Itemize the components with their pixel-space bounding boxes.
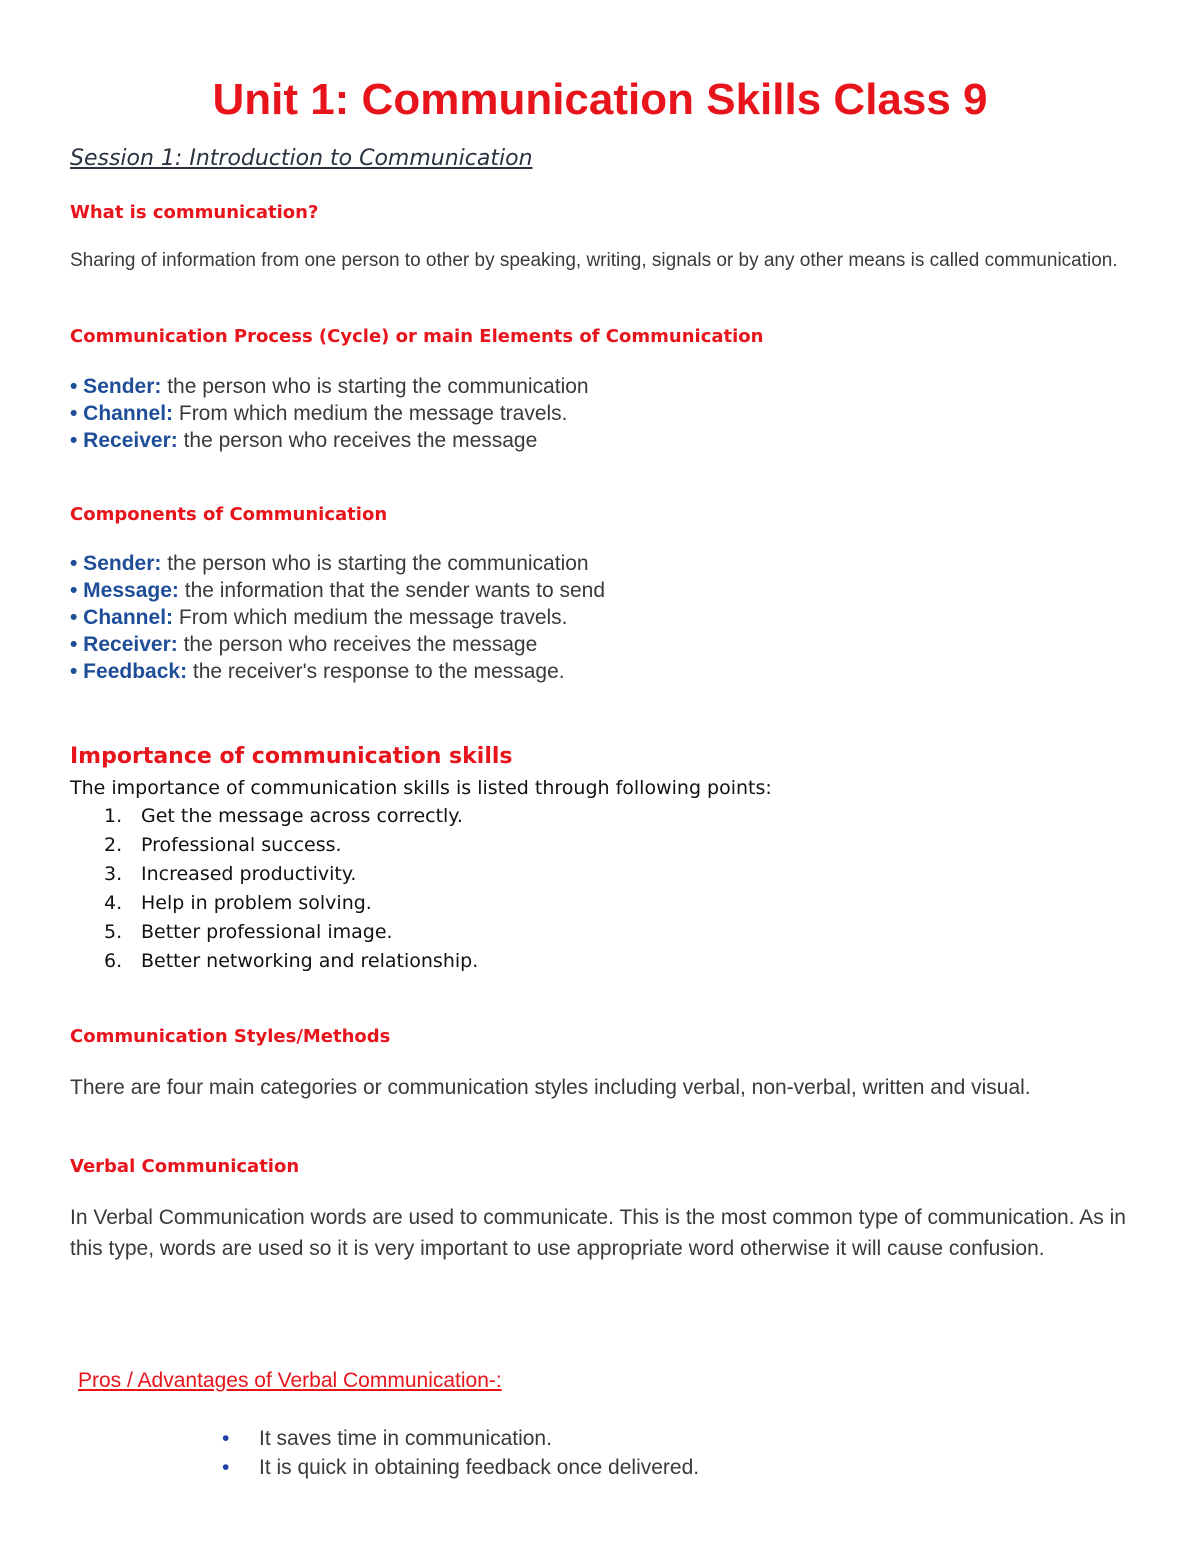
list-item: • Channel: From which medium the message travels. — [70, 402, 568, 425]
list-item: • Channel: From which medium the message travels. — [70, 606, 568, 629]
styles-text: There are four main categories or communication styles including verbal, non-verbal, written and visual. — [70, 1076, 1031, 1099]
pros-heading: Pros / Advantages of Verbal Communication-: — [78, 1369, 502, 1392]
list-item: • Feedback: the receiver's response to the message. — [70, 660, 565, 683]
bullet-icon: • — [222, 1427, 230, 1450]
list-item: • Message: the information that the sender wants to send — [70, 579, 605, 602]
importance-intro: The importance of communication skills is listed through following points: — [70, 777, 772, 799]
styles-heading: Communication Styles/Methods — [70, 1026, 391, 1047]
list-item: 6. Better networking and relationship. — [104, 950, 479, 972]
list-item: • Receiver: the person who receives the message — [70, 429, 538, 452]
list-item: 5. Better professional image. — [104, 921, 393, 943]
list-item: • It saves time in communication. — [222, 1424, 699, 1453]
list-item: • Sender: the person who is starting the communication — [70, 552, 589, 575]
list-item: • Sender: the person who is starting the communication — [70, 375, 589, 398]
list-item: 2. Professional success. — [104, 834, 342, 856]
components-heading: Components of Communication — [70, 504, 388, 525]
list-item: • It is quick in obtaining feedback once delivered. — [222, 1453, 699, 1482]
verbal-heading: Verbal Communication — [70, 1156, 300, 1177]
what-is-heading: What is communication? — [70, 202, 319, 223]
list-item: 4. Help in problem solving. — [104, 892, 372, 914]
what-is-text: Sharing of information from one person to other by speaking, writing, signals or by any other means is called communication. — [70, 250, 1118, 271]
page-title: Unit 1: Communication Skills Class 9 — [212, 75, 988, 124]
process-heading: Communication Process (Cycle) or main Elements of Communication — [70, 326, 764, 347]
importance-list — [104, 802, 478, 976]
pros-list — [222, 1424, 699, 1482]
bullet-icon: • — [222, 1456, 230, 1479]
verbal-text: In Verbal Communication words are used to communicate. This is the most common type of communication. As in this type, words are used so it is very important to use appropriate word otherwise it will cause confusion. — [70, 1206, 1126, 1260]
importance-heading: Importance of communication skills — [70, 744, 513, 769]
components-list — [70, 550, 605, 685]
list-item: 1. Get the message across correctly. — [104, 805, 463, 827]
list-item: 3. Increased productivity. — [104, 863, 357, 885]
session-heading: Session 1: Introduction to Communication — [70, 146, 533, 171]
list-item: • Receiver: the person who receives the message — [70, 633, 538, 656]
process-list — [70, 373, 589, 454]
